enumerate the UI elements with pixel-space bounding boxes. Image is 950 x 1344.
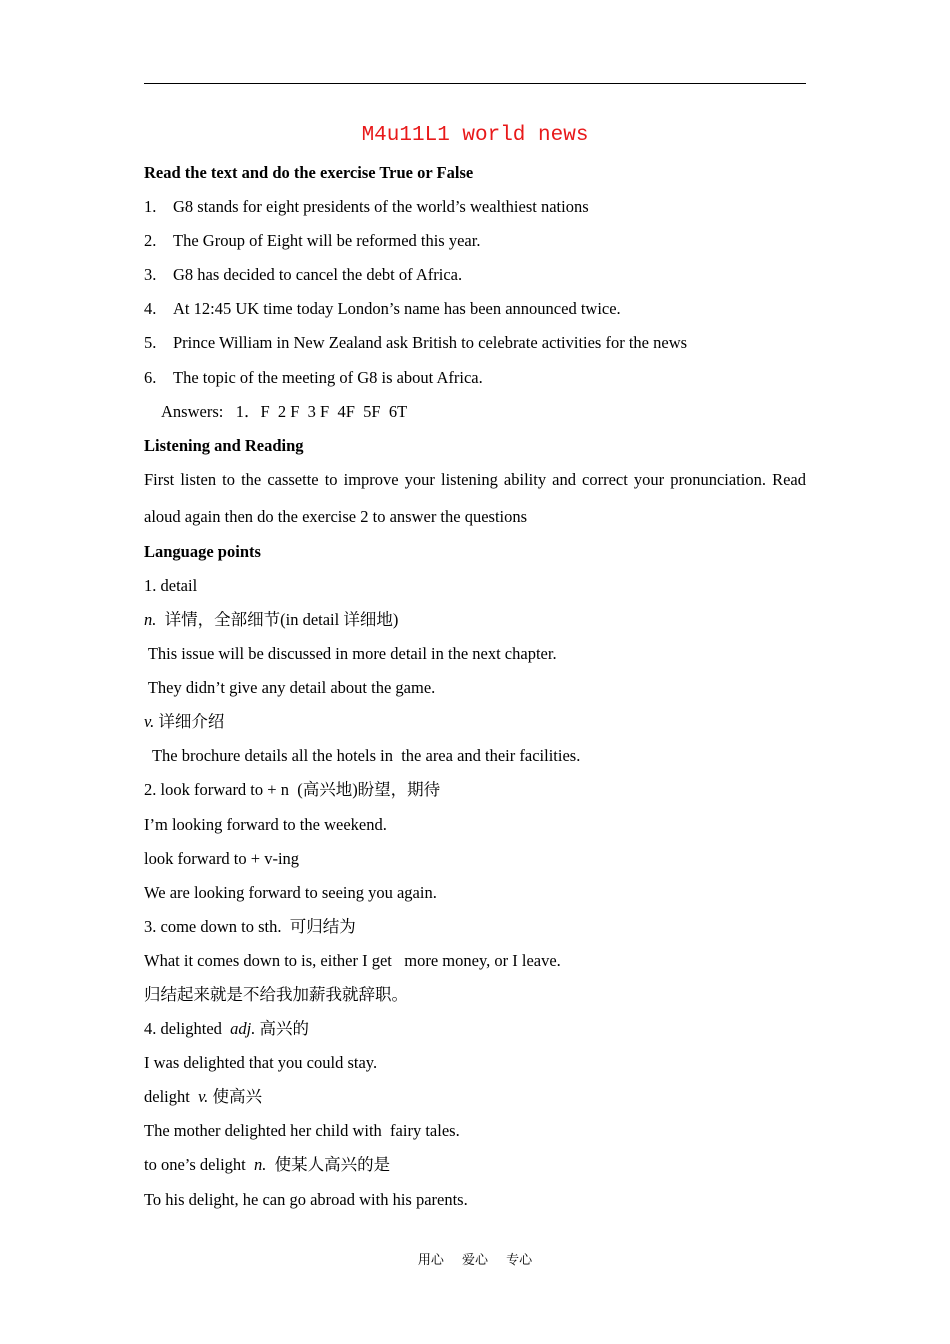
list-item bbox=[144, 231, 480, 251]
example-sentence: We are looking forward to seeing you again. bbox=[144, 883, 437, 902]
list-item bbox=[144, 333, 687, 353]
answers-line: Answers: 1．F 2 F 3 F 4F 5F 6T bbox=[161, 402, 408, 421]
page-title: M4u11L1 world news bbox=[361, 124, 589, 147]
header-rule bbox=[144, 83, 806, 84]
definition-text: 高兴的 bbox=[255, 1019, 309, 1038]
item-text: Prince William in New Zealand ask British to celebrate activities for the news bbox=[173, 333, 688, 352]
list-item bbox=[144, 197, 589, 217]
section-heading-true-false: Read the text and do the exercise True or False bbox=[144, 163, 474, 182]
item-number: 4. bbox=[144, 299, 157, 318]
term: to one’s delight bbox=[144, 1155, 254, 1174]
example-sentence: What it comes down to is, either I get more money, or I leave. bbox=[144, 951, 561, 970]
example-sentence: The brochure details all the hotels in the area and their facilities. bbox=[144, 746, 581, 765]
definition-line bbox=[144, 610, 398, 630]
term: 4. delighted bbox=[144, 1019, 231, 1038]
term: delight bbox=[144, 1087, 199, 1106]
definition-text: 使高兴 bbox=[208, 1087, 262, 1106]
item-number: 2. bbox=[144, 231, 157, 250]
point-heading: 3. come down to sth. 可归结为 bbox=[144, 917, 356, 936]
section-heading-listening: Listening and Reading bbox=[144, 436, 304, 455]
item-number: 3. bbox=[144, 265, 157, 284]
point-heading bbox=[144, 1019, 309, 1039]
listening-paragraph: First listen to the cassette to improve your listening ability and correct your pronunciation. Read aloud again then do the exercise 2 to answer the questions bbox=[144, 470, 806, 526]
page-footer: 用心 爱心 专心 bbox=[417, 1253, 533, 1268]
example-sentence: I was delighted that you could stay. bbox=[144, 1053, 378, 1072]
example-sentence: I’m looking forward to the weekend. bbox=[144, 815, 387, 834]
part-of-speech: n. bbox=[254, 1155, 267, 1174]
item-text: At 12:45 UK time today London’s name has been announced twice. bbox=[173, 299, 621, 318]
example-sentence: They didn’t give any detail about the game. bbox=[144, 678, 436, 697]
item-text: G8 has decided to cancel the debt of Africa. bbox=[173, 265, 463, 284]
translation-line: 归结起来就是不给我加薪我就辞职。 bbox=[144, 985, 408, 1004]
item-text: The topic of the meeting of G8 is about Africa. bbox=[173, 368, 483, 387]
definition-line bbox=[144, 1155, 390, 1175]
example-sentence: To his delight, he can go abroad with his parents. bbox=[144, 1190, 468, 1209]
section-heading-language-points: Language points bbox=[144, 542, 261, 561]
part-of-speech: v. bbox=[198, 1087, 209, 1106]
definition-line bbox=[144, 1087, 262, 1107]
definition-text: 详细介绍 bbox=[154, 712, 225, 731]
definition-text: 详情，全部细节(in detail 详细地) bbox=[156, 610, 399, 629]
example-sentence: The mother delighted her child with fairy tales. bbox=[144, 1121, 460, 1140]
item-text: The Group of Eight will be reformed this year. bbox=[173, 231, 481, 250]
point-heading: 1. detail bbox=[144, 576, 198, 595]
item-number: 5. bbox=[144, 333, 157, 352]
list-item bbox=[144, 299, 621, 319]
example-sentence: This issue will be discussed in more detail in the next chapter. bbox=[144, 644, 557, 663]
item-text: G8 stands for eight presidents of the world’s wealthiest nations bbox=[173, 197, 589, 216]
part-of-speech: n. bbox=[144, 610, 157, 629]
usage-pattern: look forward to + v-ing bbox=[144, 849, 300, 868]
list-item bbox=[144, 265, 462, 285]
definition-text: 使某人高兴的是 bbox=[266, 1155, 391, 1174]
list-item bbox=[144, 368, 483, 388]
part-of-speech: adj. bbox=[230, 1019, 256, 1038]
definition-line bbox=[144, 712, 224, 732]
item-number: 6. bbox=[144, 368, 157, 387]
part-of-speech: v. bbox=[144, 712, 155, 731]
point-heading: 2. look forward to + n (高兴地)盼望，期待 bbox=[144, 780, 441, 799]
item-number: 1. bbox=[144, 197, 157, 216]
